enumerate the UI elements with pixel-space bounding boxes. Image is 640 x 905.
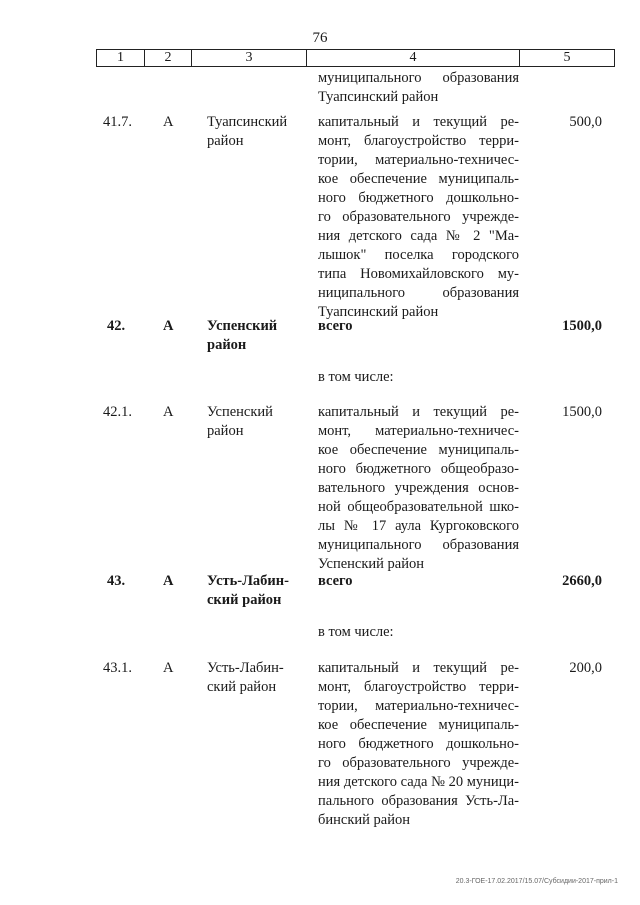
column-header-3: 3 bbox=[192, 50, 307, 67]
row-number: 42. bbox=[107, 318, 126, 334]
description-line: типа Новомихайловского му- bbox=[318, 266, 519, 282]
description-line: ного бюджетного общеобразо- bbox=[318, 461, 519, 477]
row-category: А bbox=[163, 318, 174, 334]
row-district bbox=[207, 403, 307, 441]
district-line: район bbox=[207, 133, 244, 149]
description-line: капитальный и текущий ре- bbox=[318, 114, 519, 130]
row-amount: 200,0 bbox=[569, 660, 602, 676]
document-footer-code: 20.3-ГОЕ-17.02.2017/15.07/Субсидии-2017-прил-1 bbox=[455, 878, 618, 885]
column-header-1: 1 bbox=[97, 50, 145, 67]
district-line: Усть-Лабин- bbox=[207, 660, 284, 676]
description-line: монт, благоустройство терри- bbox=[318, 133, 519, 149]
row-district bbox=[207, 659, 307, 697]
row-description: всего bbox=[318, 318, 353, 334]
description-line: монт, материально-техничес- bbox=[318, 423, 519, 439]
column-header-2: 2 bbox=[145, 50, 192, 67]
description-line: ния детского сада № 20 муници- bbox=[318, 774, 519, 790]
description-line: кое обеспечение муниципаль- bbox=[318, 717, 519, 733]
row-category: А bbox=[163, 573, 174, 589]
including-label: в том числе: bbox=[318, 369, 394, 385]
row-number: 43.1. bbox=[103, 660, 132, 676]
continuation-text bbox=[318, 69, 519, 107]
district-line: район bbox=[207, 423, 244, 439]
description-line: тории, материально-техничес- bbox=[318, 152, 519, 168]
description-line: вательного учреждения основ- bbox=[318, 480, 519, 496]
description-line: го образовательного учрежде- bbox=[318, 755, 519, 771]
district-line: ский район bbox=[207, 592, 282, 608]
row-description bbox=[318, 113, 519, 322]
row-description bbox=[318, 403, 519, 574]
row-category: А bbox=[163, 404, 174, 420]
column-header-row bbox=[97, 50, 615, 67]
description-line: капитальный и текущий ре- bbox=[318, 660, 519, 676]
description-line: го образовательного учрежде- bbox=[318, 209, 519, 225]
description-line: ного бюджетного дошкольно- bbox=[318, 190, 519, 206]
district-line: Туапсинский bbox=[207, 114, 288, 130]
including-label: в том числе: bbox=[318, 624, 394, 640]
description-line: ниципального образования bbox=[318, 285, 519, 301]
description-line: лышок" поселка городского bbox=[318, 247, 519, 263]
row-number: 43. bbox=[107, 573, 126, 589]
column-header-4: 4 bbox=[307, 50, 520, 67]
column-header-5: 5 bbox=[520, 50, 615, 67]
description-line: ного бюджетного дошкольно- bbox=[318, 736, 519, 752]
row-description: всего bbox=[318, 573, 353, 589]
row-category: А bbox=[163, 660, 174, 676]
description-line: бинский район bbox=[318, 812, 410, 828]
row-district bbox=[207, 317, 307, 355]
row-number: 42.1. bbox=[103, 404, 132, 420]
district-line: Успенский bbox=[207, 404, 273, 420]
description-line: кое обеспечение муниципаль- bbox=[318, 171, 519, 187]
continuation-line: Туапсинский район bbox=[318, 89, 439, 105]
row-district bbox=[207, 572, 307, 610]
row-amount: 1500,0 bbox=[562, 404, 602, 420]
row-category: А bbox=[163, 114, 174, 130]
row-district bbox=[207, 113, 307, 151]
row-description bbox=[318, 659, 519, 830]
page-number: 76 bbox=[312, 30, 328, 46]
description-line: муниципального образования bbox=[318, 537, 519, 553]
row-amount: 2660,0 bbox=[562, 573, 602, 589]
description-line: кое обеспечение муниципаль- bbox=[318, 442, 519, 458]
description-line: монт, благоустройство терри- bbox=[318, 679, 519, 695]
row-amount: 1500,0 bbox=[562, 318, 602, 334]
description-line: ной общеобразовательной шко- bbox=[318, 499, 519, 515]
district-line: ский район bbox=[207, 679, 277, 695]
continuation-line: муниципального образования bbox=[318, 70, 519, 86]
district-line: Усть-Лабин- bbox=[207, 573, 289, 589]
district-line: район bbox=[207, 337, 247, 353]
column-header-table bbox=[96, 49, 615, 67]
row-number: 41.7. bbox=[103, 114, 132, 130]
description-line: пального образования Усть-Ла- bbox=[318, 793, 519, 809]
description-line: тории, материально-техничес- bbox=[318, 698, 519, 714]
description-line: Туапсинский район bbox=[318, 304, 439, 320]
row-amount: 500,0 bbox=[569, 114, 602, 130]
description-line: капитальный и текущий ре- bbox=[318, 404, 519, 420]
description-line: лы № 17 аула Кургоковского bbox=[318, 518, 519, 534]
district-line: Успенский bbox=[207, 318, 278, 334]
description-line: ния детского сада № 2 "Ма- bbox=[318, 228, 519, 244]
description-line: Успенский район bbox=[318, 556, 424, 572]
